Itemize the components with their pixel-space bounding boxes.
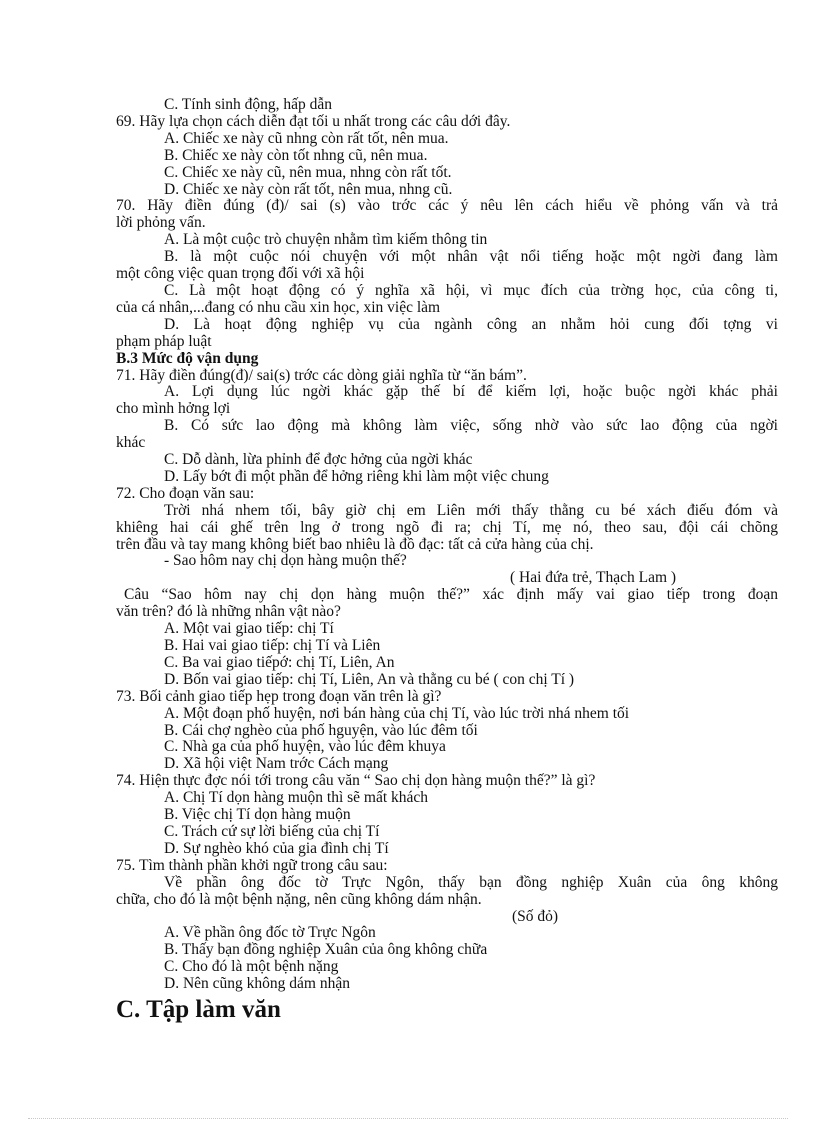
page-bottom-border [28, 1118, 788, 1119]
passage-source: (Số đỏ) [512, 908, 559, 925]
answer-option: B. Hai vai giao tiếp: chị Tí và Liên [164, 638, 381, 654]
section-heading-c: C. Tập làm văn [116, 996, 281, 1024]
passage-dialogue: - Sao hôm nay chị dọn hàng muộn thế? [164, 553, 407, 570]
answer-option: B. Việc chị Tí dọn hàng muộn [164, 807, 351, 824]
answer-option: C. Chiếc xe này cũ, nên mua, nhng còn rất tốt. [164, 164, 452, 181]
answer-option: C. Tính sinh động, hấp dẫn [164, 97, 333, 113]
passage-line: Về phần ông đốc tờ Trực Ngôn, thấy bạn đồng nghiệp Xuân của ông không [164, 874, 778, 891]
passage-line: khiêng hai cái ghế trên lng ở trong ngõ đi ra; chị Tí, mẹ nó, theo sau, đội cái chõng [116, 519, 778, 536]
answer-option: A. Lợi dụng lúc ngời khác gặp thế bí để kiếm lợi, hoặc buộc ngời khác phải [164, 384, 778, 401]
answer-option: A. Là một cuộc trò chuyện nhằm tìm kiếm thông tin [164, 232, 488, 249]
answer-option: D. Nên cũng không dám nhận [164, 976, 350, 993]
passage-line: Trời nhá nhem tối, bây giờ chị em Liên mới thấy thằng cu bé xách điếu đóm và [164, 502, 778, 519]
answer-option-cont: khác [116, 435, 146, 452]
answer-option: B. Cái chợ nghèo của phố hguyện, vào lúc đêm tối [164, 722, 478, 739]
answer-option: D. Sự nghèo khó của gia đình chị Tí [164, 840, 389, 857]
answer-option-cont: một công việc quan trọng đối với xã hội [116, 266, 365, 283]
answer-option: A. Một đoạn phố huyện, nơi bán hàng của chị Tí, vào lúc trời nhá nhem tối [164, 705, 630, 722]
question-74: 74. Hiện thực đợc nói tới trong câu văn “ Sao chị dọn hàng muộn thế?” là gì? [116, 773, 596, 790]
section-heading-b3: B.3 Mức độ vận dụng [116, 350, 259, 367]
answer-option: A. Về phần ông đốc tờ Trực Ngôn [164, 925, 376, 942]
answer-option: C. Cho đó là một bệnh nặng [164, 959, 339, 976]
question-70: 70. Hãy điền đúng (đ)/ sai (s) vào trớc các ý nêu lên cách hiểu về phỏng vấn và trả [116, 198, 778, 215]
answer-option: A. Chiếc xe này cũ nhng còn rất tốt, nên mua. [164, 130, 449, 147]
question-72: 72. Cho đoạn văn sau: [116, 485, 255, 502]
question-71: 71. Hãy điền đúng(đ)/ sai(s) trớc các dòng giải nghĩa từ “ăn bám”. [116, 367, 527, 384]
question-73: 73. Bối cảnh giao tiếp hẹp trong đoạn văn trên là gì? [116, 688, 442, 705]
answer-option-cont: phạm pháp luật [116, 333, 212, 350]
question-72-text-cont: văn trên? đó là những nhân vật nào? [116, 604, 341, 621]
answer-option-cont: cho mình hởng lợi [116, 401, 231, 418]
answer-option: C. Là một hoạt động có ý nghĩa xã hội, vì mục đích của trờng học, của công ti, [164, 282, 778, 299]
question-70-cont: lời phỏng vấn. [116, 215, 206, 232]
answer-option: B. Có sức lao động mà không làm việc, sống nhờ vào sức lao động của ngời [164, 418, 778, 435]
question-75: 75. Tìm thành phần khởi ngữ trong câu sau: [116, 857, 388, 874]
answer-option: B. Thấy bạn đồng nghiệp Xuân của ông không chữa [164, 942, 488, 959]
question-69: 69. Hãy lựa chọn cách diễn đạt tối u nhất trong các câu dới đây. [116, 113, 511, 130]
answer-option: B. là một cuộc nói chuyện với một nhân vật nổi tiếng hoặc một ngời đang làm [164, 249, 778, 266]
passage-source: ( Hai đứa trẻ, Thạch Lam ) [510, 570, 677, 587]
answer-option: D. Chiếc xe này còn rất tốt, nên mua, nhng cũ. [164, 181, 453, 198]
question-72-text: Câu “Sao hôm nay chị dọn hàng muộn thế?” xác định mấy vai giao tiếp trong đoạn [124, 587, 778, 604]
answer-option: D. Bốn vai giao tiếp: chị Tí, Liên, An và thằng cu bé ( con chị Tí ) [164, 671, 575, 688]
passage-line: chữa, cho đó là một bệnh nặng, nên cũng không dám nhận. [116, 891, 482, 908]
answer-option: C. Trách cứ sự lời biếng của chị Tí [164, 823, 380, 840]
answer-option-cont: của cá nhân,...đang có nhu cầu xin học, xin việc làm [116, 299, 441, 316]
answer-option: A. Chị Tí dọn hàng muộn thì sẽ mất khách [164, 790, 429, 807]
answer-option: C. Nhà ga của phố huyện, vào lúc đêm khuya [164, 739, 446, 756]
answer-option: D. Lấy bớt đi một phần để hởng riêng khi làm một việc chung [164, 468, 549, 485]
answer-option: D. Xã hội việt Nam trớc Cách mạng [164, 756, 389, 773]
answer-option: D. Là hoạt động nghiệp vụ của ngành công an nhằm hỏi cung đối tợng vi [164, 316, 778, 333]
passage-line: trên đầu và tay mang không biết bao nhiêu là đồ đạc: tất cả cửa hàng của chị. [116, 536, 594, 553]
answer-option: C. Ba vai giao tiếpớ: chị Tí, Liên, An [164, 654, 395, 671]
answer-option: B. Chiếc xe này còn tốt nhng cũ, nên mua. [164, 147, 428, 164]
answer-option: A. Một vai giao tiếp: chị Tí [164, 621, 334, 638]
document-body [116, 97, 778, 1025]
answer-option: C. Dỗ dành, lừa phỉnh để đợc hởng của ngời khác [164, 452, 473, 469]
